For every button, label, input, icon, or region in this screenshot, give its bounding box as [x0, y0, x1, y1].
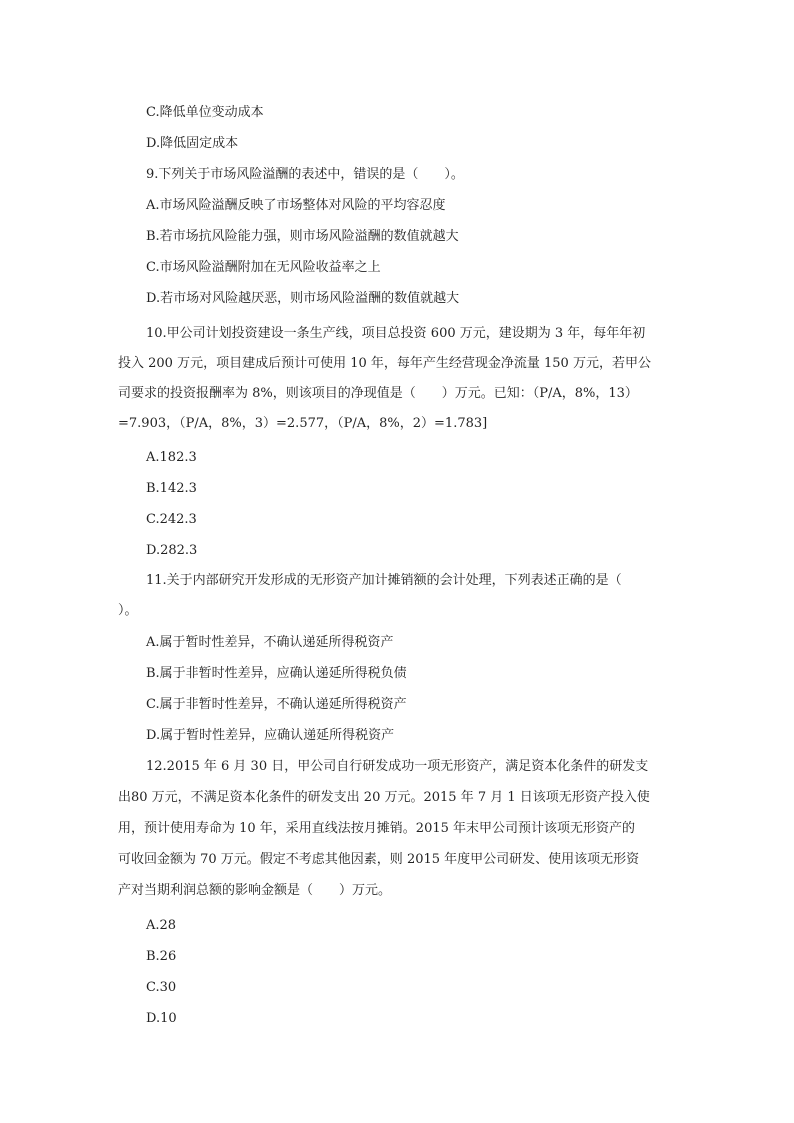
q11-stem-line2: ）。	[118, 603, 138, 618]
q12-stem-line2: 出80 万元，不满足资本化条件的研发支出 20 万元。2015 年 7 月 1 日该项无形资产投入使	[118, 790, 650, 805]
q11-option-c: C.属于非暂时性差异，不确认递延所得税资产	[146, 697, 407, 712]
q10-option-d: D.282.3	[146, 543, 198, 558]
q10-stem-line4: =7.903，（P/A，8%，3）=2.577，（P/A，8%，2）=1.783]	[118, 416, 488, 431]
q11-option-b: B.属于非暂时性差异，应确认递延所得税负债	[146, 666, 407, 681]
q10-option-a: A.182.3	[146, 450, 197, 465]
q10-stem-line3: 司要求的投资报酬率为 8%，则该项目的净现值是（ ）万元。已知：（P/A，8%，13）	[118, 386, 638, 401]
q12-option-a: A.28	[146, 918, 177, 933]
q12-stem-line4: 可收回金额为 70 万元。假定不考虑其他因素，则 2015 年度甲公司研发、使用该项无形资	[118, 852, 640, 867]
q9-option-d: D.若市场对风险越厌恶，则市场风险溢酬的数值就越大	[146, 291, 460, 306]
q11-option-d: D.属于暂时性差异，应确认递延所得税资产	[146, 728, 395, 743]
q12-option-c: C.30	[146, 980, 177, 995]
q12-option-b: B.26	[146, 949, 177, 964]
q10-option-c: C.242.3	[146, 512, 197, 527]
q11-option-a: A.属于暂时性差异，不确认递延所得税资产	[146, 635, 394, 650]
q8-option-d: D.降低固定成本	[146, 136, 239, 151]
q9-option-a: A.市场风险溢酬反映了市场整体对风险的平均容忍度	[146, 198, 446, 213]
q8-option-c: C.降低单位变动成本	[146, 105, 264, 120]
q12-stem-line3: 用，预计使用寿命为 10 年，采用直线法按月摊销。2015 年末甲公司预计该项无形资产的	[118, 821, 636, 836]
q9-option-b: B.若市场抗风险能力强，则市场风险溢酬的数值就越大	[146, 229, 459, 244]
q10-option-b: B.142.3	[146, 481, 197, 496]
q10-stem-line2: 投入 200 万元，项目建成后预计可使用 10 年，每年产生经营现金净流量 150 万元，若甲公	[118, 356, 651, 371]
q9-option-c: C.市场风险溢酬附加在无风险收益率之上	[146, 260, 381, 275]
q12-stem-line5: 产对当期利润总额的影响金额是（ ）万元。	[118, 883, 392, 898]
q9-stem: 9.下列关于市场风险溢酬的表述中，错误的是（ ）。	[146, 167, 464, 182]
q10-stem-line1: 10.甲公司计划投资建设一条生产线，项目总投资 600 万元，建设期为 3 年，每年年初	[146, 326, 646, 341]
q12-stem-line1: 12.2015 年 6 月 30 日，甲公司自行研发成功一项无形资产，满足资本化条件的研发支	[146, 759, 649, 774]
q12-option-d: D.10	[146, 1011, 177, 1026]
q11-stem-line1: 11.关于内部研究开发形成的无形资产加计摊销额的会计处理，下列表述正确的是（	[146, 573, 622, 588]
